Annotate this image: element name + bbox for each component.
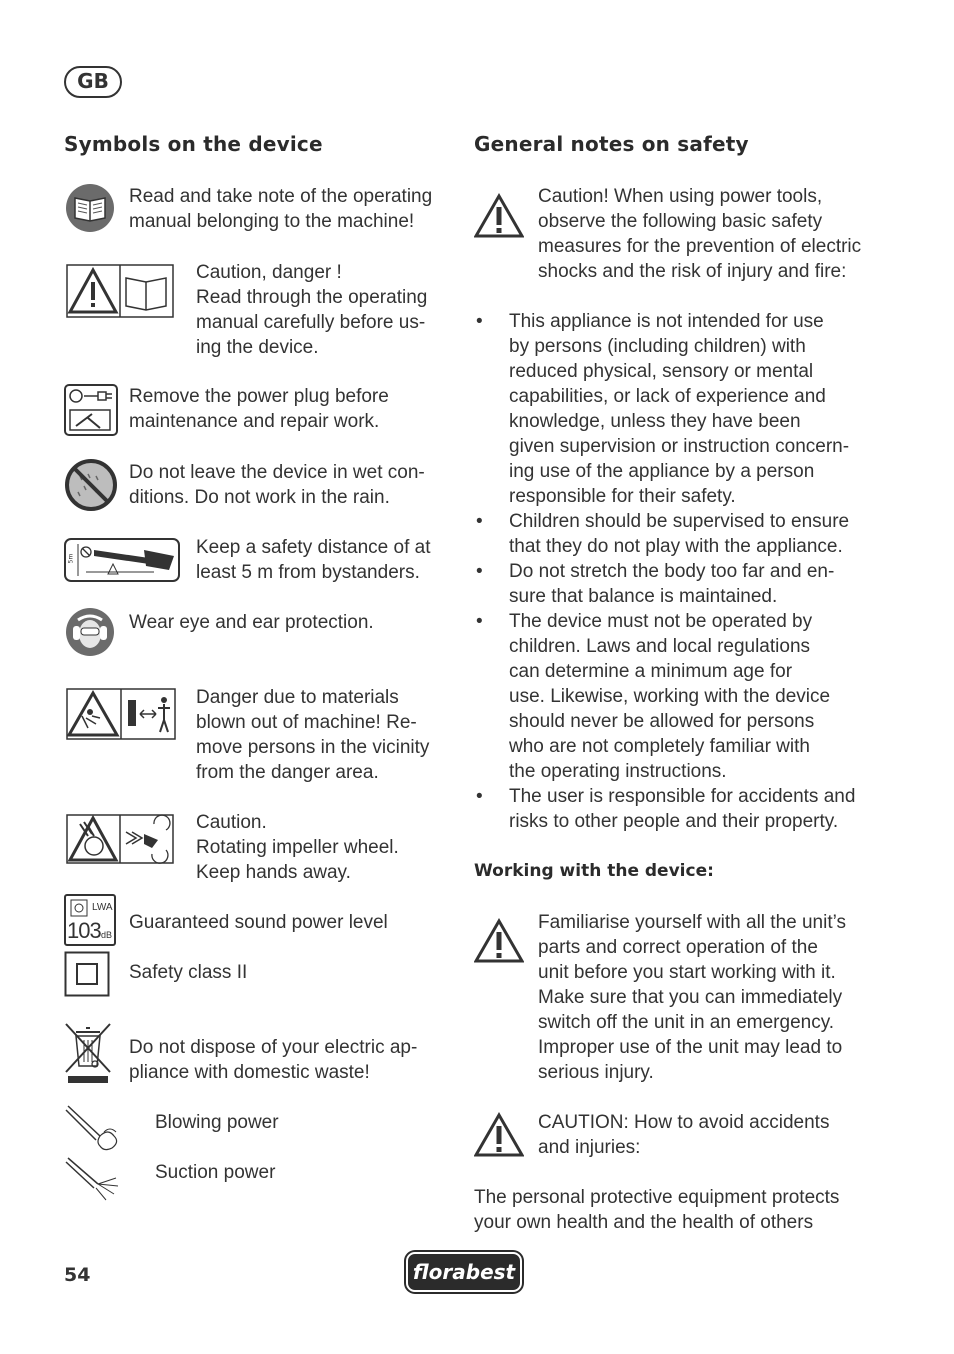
no-rain-icon [64,458,118,512]
safety-distance-icon [64,538,180,582]
impeller-icon [66,814,174,864]
list-item: • Children should be supervised to ensure that they do not play with the appliance. [476,511,850,557]
caution-text-familiarise: Familiarise yourself with all the unit’s parts and correct operation of the unit before you start working with it. Make sure that you can immediately switch off the unit in an emergency. Improper use of the unit may lead to serious injury. [538,912,846,1083]
warning-triangle-icon [474,193,524,239]
symbol-text-class: Safety class II [129,962,248,983]
eye-ear-protection-icon [64,606,116,658]
symbol-text-waste: Do not dispose of your electric ap- pliance with domestic waste! [129,1037,418,1083]
suction-icon [64,1154,120,1202]
sound-unit: dB [101,930,113,940]
warning-manual-icon [66,264,174,318]
distance-label: 5m [67,553,75,564]
sound-value: 103 [67,918,101,943]
symbol-text-rain: Do not leave the device in wet con- ditions. Do not work in the rain. [129,462,425,508]
safety-bullet-list [474,309,874,834]
symbol-text-blowing: Blowing power [155,1112,279,1133]
lwa-label: LWA [92,902,113,913]
page-number: 54 [64,1264,91,1286]
working-subheading: Working with the device: [474,861,714,881]
caution-text-power-tools: Caution! When using power tools, observe the following basic safety measures for the prevention of electric shocks and the risk of injury and fire: [538,186,862,282]
list-item: • This appliance is not intended for use by persons (including children) with reduced physical, sensory or mental capabilities, or lack of experience and knowledge, unless they have been given supervision or instruction concern- ing use of the appliance by a person responsible for their safety. [476,311,850,507]
blown-materials-icon [66,688,176,740]
symbol-text-manual: Read and take note of the operating manual belonging to the machine! [129,186,433,232]
caution-text-accidents: CAUTION: How to avoid accidents and injuries: [538,1112,830,1158]
symbol-text-warning: Caution, danger ! Read through the operating manual carefully before us- ing the device. [196,262,428,358]
weee-bin-icon [64,1022,112,1086]
ppe-paragraph: The personal protective equipment protects your own health and the health of others [474,1187,840,1233]
symbols-heading: Symbols on the device [64,132,323,156]
symbol-text-impeller: Caution. Rotating impeller wheel. Keep hands away. [196,812,399,883]
warning-triangle-icon [474,1112,524,1158]
unplug-icon [64,384,118,436]
sound-level-icon [64,894,116,946]
symbol-text-protection: Wear eye and ear protection. [129,612,374,633]
language-badge: GB [64,66,122,98]
list-item: • Do not stretch the body too far and en- sure that balance is maintained. [476,561,835,607]
manual-book-icon [64,182,116,234]
blowing-icon [64,1102,120,1152]
list-item: • The user is responsible for accidents and risks to other people and their property. [476,786,856,832]
brand-logo [406,1252,522,1292]
symbol-text-blown: Danger due to materials blown out of machine! Re- move persons in the vicinity from the danger area. [196,687,430,783]
symbol-text-unplug: Remove the power plug before maintenance and repair work. [129,386,389,432]
safety-class-icon [64,951,110,997]
brand-logo-text: florabest [412,1260,516,1284]
symbol-text-distance: Keep a safety distance of at least 5 m from bystanders. [196,537,431,583]
symbol-text-suction: Suction power [155,1162,276,1183]
safety-heading: General notes on safety [474,132,749,156]
warning-triangle-icon [474,918,524,964]
list-item: • The device must not be operated by children. Laws and local regulations can determine a minimum age for use. Likewise, working with the device should never be allowed for persons who are not completely familiar with the operating instructions. [476,611,831,782]
symbol-text-sound: Guaranteed sound power level [129,912,388,933]
